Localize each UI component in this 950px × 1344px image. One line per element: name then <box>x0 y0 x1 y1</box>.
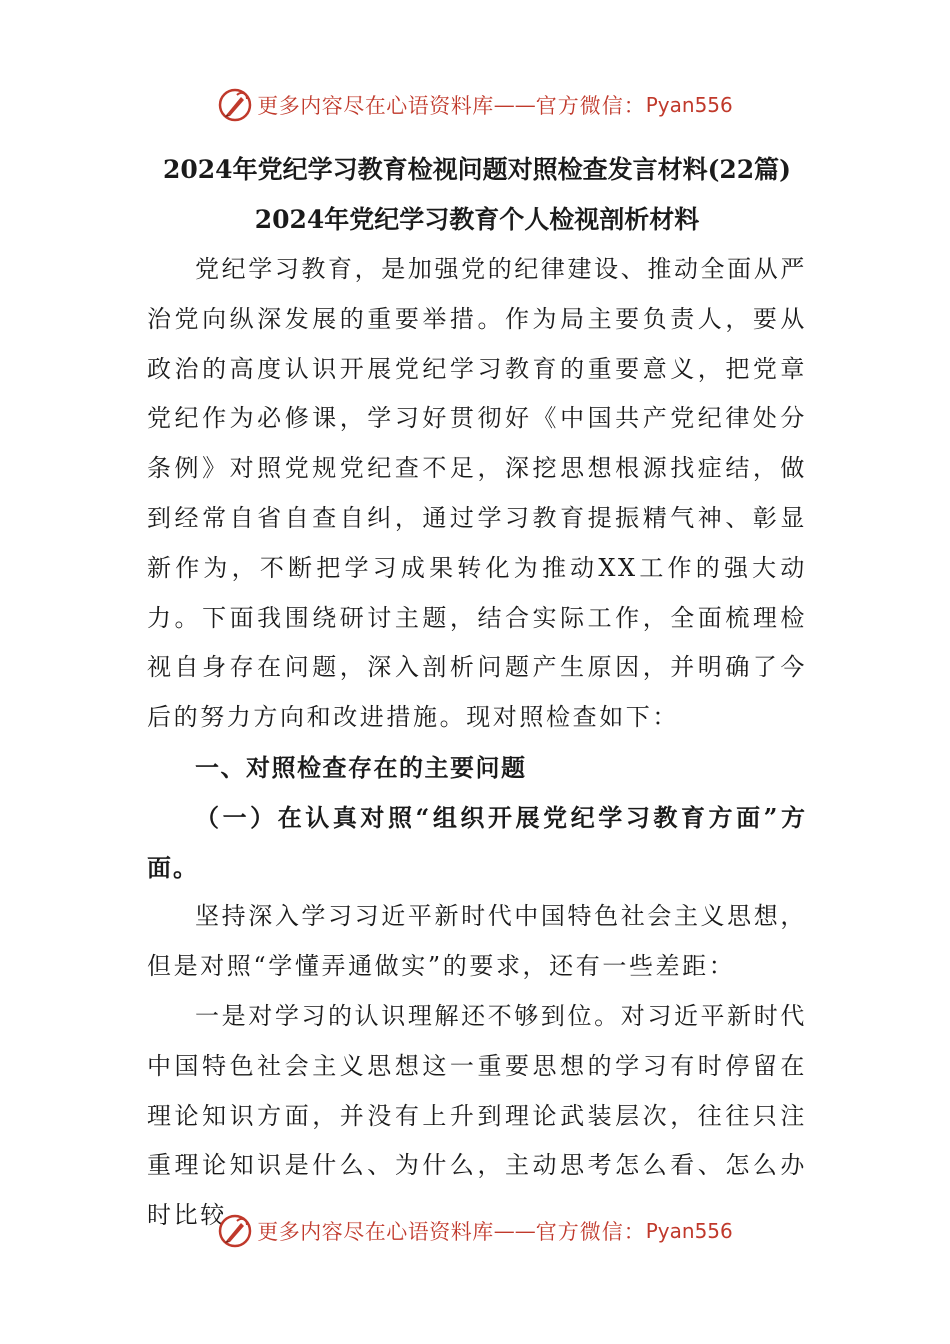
section-heading-1: 一、对照检查存在的主要问题 <box>195 752 527 782</box>
banner-wechat-id: Pyan556 <box>645 93 733 117</box>
banner-wechat-label: 官方微信： <box>535 1220 646 1244</box>
section-heading-1-1: （一）在认真对照“组织开展党纪学习教育方面”方面。 <box>147 802 807 882</box>
document-title: 2024年党纪学习教育检视问题对照检查发言材料(22篇) <box>162 155 792 184</box>
document-body <box>147 145 807 1241</box>
intro-paragraph: 党纪学习教育，是加强党的纪律建设、推动全面从严治党向纵深发展的重要举措。作为局主要负责人，要从政治的高度认识开展党纪学习教育的重要意义，把党章党纪作为必修课，学习好贯彻好《中国共产党纪律处分条例》对照党规党纪查不足，深挖思想根源找症结，做到经常自省自查自纠，通过学习教育提振精气神、彰显新作为，不断把学习成果转化为推动XX工作的强大动力。下面我围绕研讨主题，结合实际工作，全面梳理检视自身存在问题，深入剖析问题产生原因，并明确了今后的努力方向和改进措施。现对照检查如下： <box>147 255 807 732</box>
banner-dash: —— <box>493 93 536 117</box>
body-paragraph-2: 坚持深入学习习近平新时代中国特色社会主义思想，但是对照“学懂弄通做实”的要求，还有一些差距： <box>147 902 807 981</box>
banner-wechat-id: Pyan556 <box>645 1219 733 1243</box>
footer-banner <box>0 1206 950 1256</box>
pen-logo-icon <box>217 1213 253 1249</box>
document-subtitle: 2024年党纪学习教育个人检视剖析材料 <box>254 205 700 234</box>
body-paragraph-3: 一是对学习的认识理解还不够到位。对习近平新时代中国特色社会主义思想这一重要思想的学习有时停留在理论知识方面，并没有上升到理论武装层次，往往只注重理论知识是什么、为什么，主动思考怎么看、怎么办时比较 <box>147 1001 807 1230</box>
banner-wechat-label: 官方微信： <box>535 94 646 118</box>
header-banner <box>0 80 950 130</box>
banner-text: 更多内容尽在心语资料库 <box>257 1220 494 1244</box>
banner-dash: —— <box>493 1219 536 1243</box>
pen-logo-icon <box>217 87 253 123</box>
banner-text: 更多内容尽在心语资料库 <box>257 94 494 118</box>
